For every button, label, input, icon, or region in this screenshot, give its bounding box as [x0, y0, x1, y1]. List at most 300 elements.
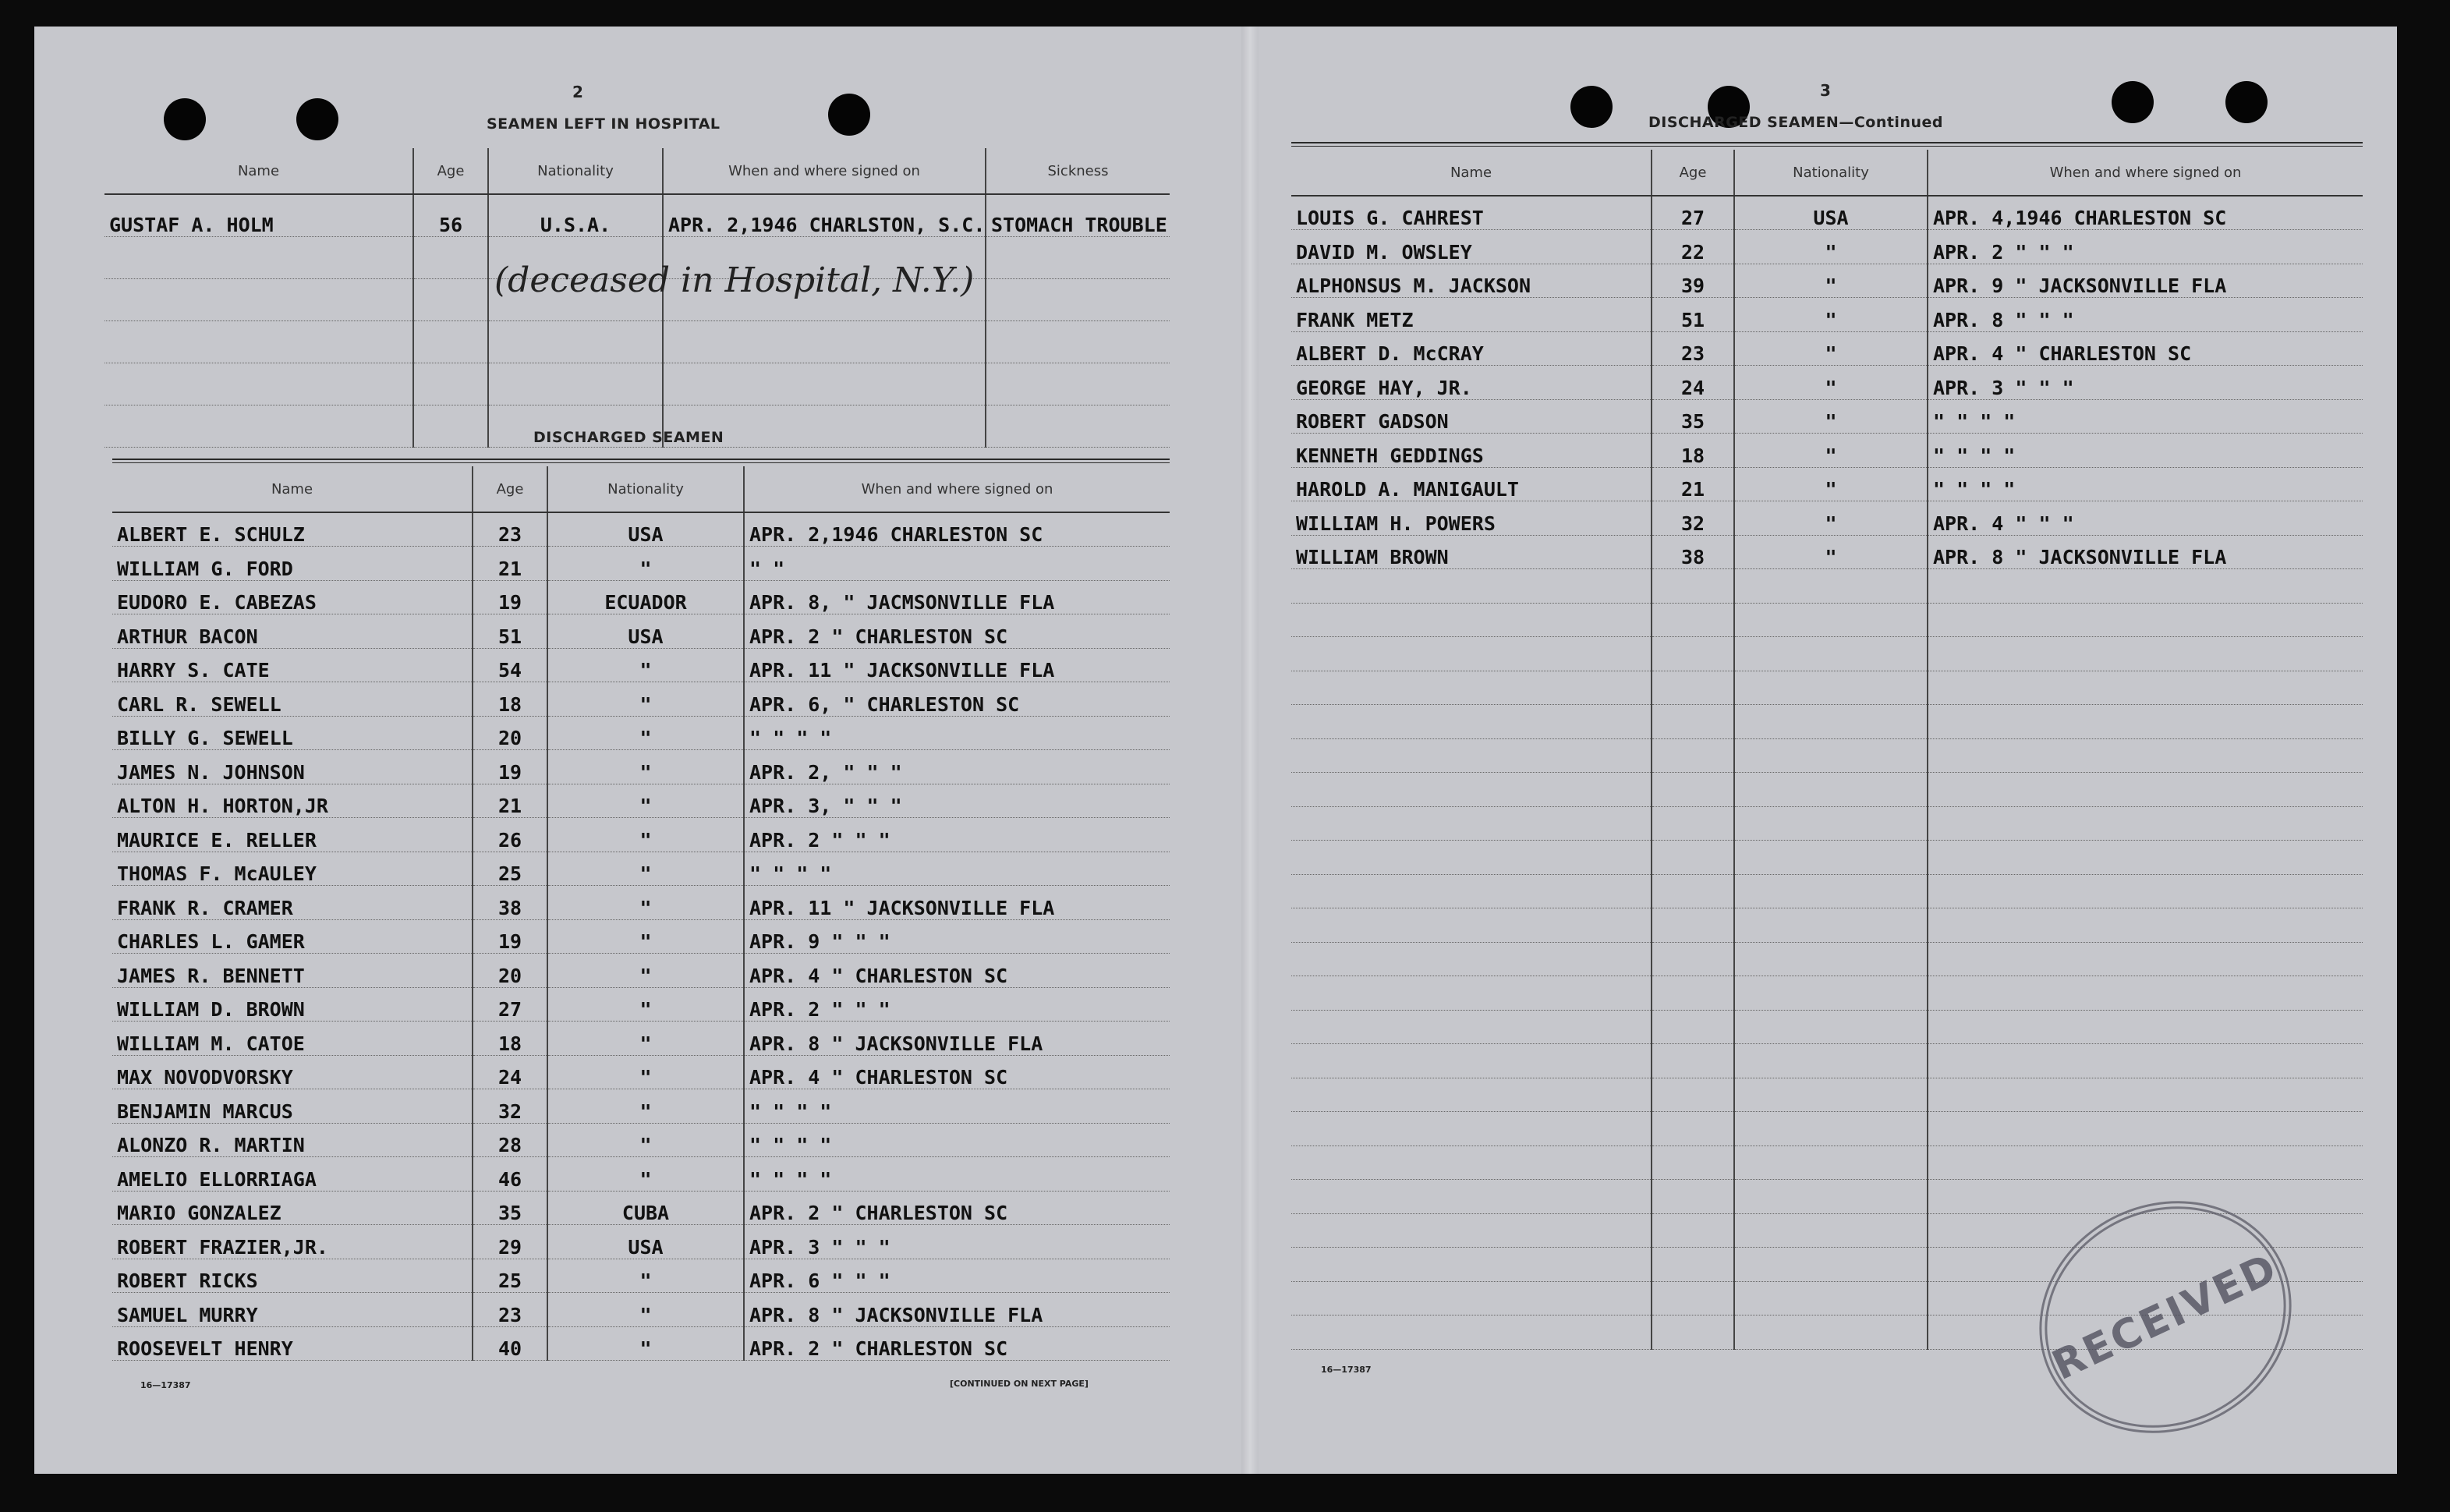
table-row: [1291, 535, 2363, 569]
table-row: [1291, 366, 2363, 400]
table-cell: ": [1734, 366, 1928, 400]
table-cell: 22: [1652, 230, 1734, 264]
table-cell: 35: [473, 1191, 547, 1225]
table-cell: HARRY S. CATE: [112, 648, 473, 682]
table-row: [1291, 399, 2363, 434]
table-cell: 18: [1652, 434, 1734, 468]
table-cell: ALPHONSUS M. JACKSON: [1291, 264, 1652, 298]
table-row: [1291, 637, 2363, 671]
table-cell: [1734, 806, 1928, 841]
table-row: [1291, 434, 2363, 468]
table-cell: [1734, 671, 1928, 705]
table-cell: APR. 4,1946 CHARLESTON SC: [1928, 196, 2363, 230]
table-cell: [986, 320, 1170, 363]
table-row: [1291, 501, 2363, 536]
table-row: [112, 1191, 1170, 1225]
table-cell: ALTON H. HORTON,JR: [112, 784, 473, 818]
table-cell: [1652, 1248, 1734, 1282]
table-row: [112, 1055, 1170, 1089]
table-cell: HAROLD A. MANIGAULT: [1291, 467, 1652, 501]
table-row: [1291, 773, 2363, 807]
table-cell: " " " ": [1928, 467, 2363, 501]
table-row: [112, 1259, 1170, 1293]
table-cell: [1291, 1146, 1652, 1180]
table-cell: WILLIAM BROWN: [1291, 535, 1652, 569]
hospital-section-title: SEAMEN LEFT IN HOSPITAL: [487, 115, 720, 133]
table-cell: APR. 2,1946 CHARLESTON SC: [744, 512, 1170, 547]
table-row: [1291, 1146, 2363, 1180]
table-row: [112, 750, 1170, 784]
table-cell: 21: [473, 784, 547, 818]
table-cell: U.S.A.: [488, 194, 663, 236]
table-cell: [1734, 1213, 1928, 1248]
table-cell: APR. 4 " CHARLESTON SC: [744, 1055, 1170, 1089]
table-cell: MAX NOVODVORSKY: [112, 1055, 473, 1089]
table-cell: [1291, 841, 1652, 875]
table-cell: " ": [744, 547, 1170, 581]
table-cell: " " " ": [1928, 399, 2363, 434]
table-cell: BILLY G. SEWELL: [112, 716, 473, 750]
table-cell: [413, 363, 488, 405]
table-row: [112, 580, 1170, 614]
table-cell: 23: [473, 1293, 547, 1327]
ledger-paper: [34, 27, 2397, 1474]
column-header: Nationality: [547, 466, 744, 512]
table-cell: [1734, 874, 1928, 908]
table-cell: [1652, 1213, 1734, 1248]
table-cell: ": [1734, 399, 1928, 434]
table-row: [1291, 976, 2363, 1011]
table-row: [112, 682, 1170, 717]
table-cell: [1928, 603, 2363, 637]
table-cell: USA: [1734, 196, 1928, 230]
table-row: [112, 614, 1170, 649]
table-cell: [1652, 976, 1734, 1011]
table-cell: ": [547, 682, 744, 717]
table-cell: [1734, 976, 1928, 1011]
table-cell: [663, 363, 986, 405]
table-cell: USA: [547, 512, 744, 547]
table-cell: [986, 236, 1170, 278]
table-cell: ": [1734, 264, 1928, 298]
table-row: [112, 818, 1170, 852]
table-cell: APR. 4 " CHARLESTON SC: [744, 954, 1170, 988]
table-cell: 25: [473, 852, 547, 886]
table-row: [1291, 1078, 2363, 1112]
table-row: [1291, 671, 2363, 705]
table-cell: [1734, 1078, 1928, 1112]
table-cell: ": [547, 1293, 744, 1327]
table-cell: [1734, 1248, 1928, 1282]
column-header: Sickness: [986, 148, 1170, 194]
table-cell: THOMAS F. McAULEY: [112, 852, 473, 886]
table-cell: [1652, 874, 1734, 908]
table-cell: " " " ": [1928, 434, 2363, 468]
table-cell: 21: [1652, 467, 1734, 501]
table-cell: [1291, 874, 1652, 908]
table-cell: ": [547, 716, 744, 750]
table-cell: 38: [1652, 535, 1734, 569]
table-cell: [1928, 671, 2363, 705]
table-cell: GEORGE HAY, JR.: [1291, 366, 1652, 400]
table-cell: WILLIAM D. BROWN: [112, 987, 473, 1022]
table-cell: ROOSEVELT HENRY: [112, 1326, 473, 1361]
table-cell: ": [1734, 230, 1928, 264]
table-cell: [1291, 603, 1652, 637]
table-row: [1291, 264, 2363, 298]
table-cell: JAMES R. BENNETT: [112, 954, 473, 988]
table-cell: [1734, 1315, 1928, 1350]
table-row: [1291, 467, 2363, 501]
table-cell: 19: [473, 919, 547, 954]
table-row: [1291, 569, 2363, 604]
table-cell: [1928, 1146, 2363, 1180]
continued-note: [CONTINUED ON NEXT PAGE]: [950, 1379, 1089, 1389]
continued-section-title: DISCHARGED SEAMEN—Continued: [1648, 114, 1943, 131]
table-cell: [1652, 841, 1734, 875]
table-cell: [1652, 806, 1734, 841]
column-header: Age: [473, 466, 547, 512]
column-header: Nationality: [1734, 150, 1928, 196]
column-header: Nationality: [488, 148, 663, 194]
table-cell: [1291, 908, 1652, 943]
table-cell: 32: [473, 1089, 547, 1124]
table-cell: [1652, 1010, 1734, 1044]
form-number-left: 16—17387: [140, 1380, 191, 1390]
table-cell: 51: [1652, 298, 1734, 332]
table-cell: 28: [473, 1123, 547, 1157]
table-cell: ": [547, 818, 744, 852]
table-row: [112, 716, 1170, 750]
table-cell: " " " ": [744, 1157, 1170, 1192]
table-cell: 23: [473, 512, 547, 547]
table-cell: ": [547, 852, 744, 886]
table-cell: [1734, 569, 1928, 604]
table-cell: [1291, 1044, 1652, 1078]
table-cell: 54: [473, 648, 547, 682]
table-cell: AMELIO ELLORRIAGA: [112, 1157, 473, 1192]
table-row: [112, 512, 1170, 547]
punch-hole: [828, 94, 870, 136]
table-cell: [1652, 773, 1734, 807]
table-cell: ": [547, 919, 744, 954]
table-cell: 26: [473, 818, 547, 852]
table-cell: ": [547, 648, 744, 682]
table-cell: [1734, 1112, 1928, 1146]
table-cell: [1291, 705, 1652, 739]
table-cell: [1291, 738, 1652, 773]
table-cell: GUSTAF A. HOLM: [104, 194, 413, 236]
table-row: [1291, 1010, 2363, 1044]
table-cell: [1291, 1281, 1652, 1315]
table-cell: [1291, 976, 1652, 1011]
table-cell: APR. 8 " JACKSONVILLE FLA: [744, 1022, 1170, 1056]
table-row: [1291, 841, 2363, 875]
table-cell: ": [547, 954, 744, 988]
table-cell: USA: [547, 614, 744, 649]
table-cell: 32: [1652, 501, 1734, 536]
table-cell: APR. 4 " " ": [1928, 501, 2363, 536]
table-row: [112, 1326, 1170, 1361]
discharged-section-title: DISCHARGED SEAMEN: [533, 429, 724, 446]
table-cell: APR. 11 " JACKSONVILLE FLA: [744, 648, 1170, 682]
table-cell: [1652, 569, 1734, 604]
table-cell: [1734, 773, 1928, 807]
table-cell: BENJAMIN MARCUS: [112, 1089, 473, 1124]
column-header: When and where signed on: [1928, 150, 2363, 196]
table-row: [1291, 603, 2363, 637]
table-cell: ": [1734, 535, 1928, 569]
table-cell: [1291, 1112, 1652, 1146]
table-cell: [1734, 1281, 1928, 1315]
table-cell: [1928, 705, 2363, 739]
column-header: Age: [413, 148, 488, 194]
table-cell: ": [1734, 501, 1928, 536]
table-row: [1291, 705, 2363, 739]
table-cell: STOMACH TROUBLE: [986, 194, 1170, 236]
table-cell: [1652, 705, 1734, 739]
table-cell: APR. 2 " " ": [744, 987, 1170, 1022]
table-cell: ": [547, 987, 744, 1022]
table-cell: [1652, 1281, 1734, 1315]
table-cell: APR. 2 " " ": [744, 818, 1170, 852]
table-cell: [986, 405, 1170, 447]
table-cell: [1928, 908, 2363, 943]
table-cell: [1734, 738, 1928, 773]
table-cell: APR. 4 " CHARLESTON SC: [1928, 331, 2363, 366]
table-row: [112, 1293, 1170, 1327]
table-row: [112, 1022, 1170, 1056]
table-cell: [1652, 1146, 1734, 1180]
double-rule: [112, 459, 1170, 463]
table-cell: ALBERT E. SCHULZ: [112, 512, 473, 547]
table-row: [112, 1225, 1170, 1259]
table-cell: APR. 6 " " ": [744, 1259, 1170, 1293]
table-cell: [1928, 806, 2363, 841]
table-cell: [1734, 942, 1928, 976]
table-cell: [413, 236, 488, 278]
table-cell: [1652, 738, 1734, 773]
table-row: [112, 547, 1170, 581]
table-cell: [1928, 637, 2363, 671]
table-cell: [413, 320, 488, 363]
table-cell: ": [547, 1326, 744, 1361]
table-cell: CARL R. SEWELL: [112, 682, 473, 717]
table-cell: JAMES N. JOHNSON: [112, 750, 473, 784]
table-cell: ROBERT RICKS: [112, 1259, 473, 1293]
table-cell: LOUIS G. CAHREST: [1291, 196, 1652, 230]
table-cell: [1652, 1044, 1734, 1078]
received-stamp: RECEIVED: [2001, 1160, 2330, 1474]
table-cell: ": [1734, 298, 1928, 332]
table-row: [112, 886, 1170, 920]
table-cell: APR. 3 " " ": [1928, 366, 2363, 400]
table-row: [1291, 806, 2363, 841]
table-cell: APR. 2 " CHARLESTON SC: [744, 1326, 1170, 1361]
table-cell: ROBERT GADSON: [1291, 399, 1652, 434]
table-row: [1291, 230, 2363, 264]
table-cell: 18: [473, 682, 547, 717]
table-cell: [1291, 1315, 1652, 1350]
table-cell: [1291, 773, 1652, 807]
punch-hole: [2112, 81, 2154, 123]
table-cell: APR. 2,1946 CHARLSTON, S.C.: [663, 194, 986, 236]
table-cell: [1652, 908, 1734, 943]
table-row: [112, 784, 1170, 818]
table-row: [1291, 942, 2363, 976]
table-row: [104, 194, 1170, 236]
table-cell: APR. 8 " JACKSONVILLE FLA: [1928, 535, 2363, 569]
table-cell: APR. 9 " " ": [744, 919, 1170, 954]
table-cell: APR. 2, " " ": [744, 750, 1170, 784]
table-cell: [1734, 637, 1928, 671]
table-cell: [1734, 908, 1928, 943]
table-cell: [1928, 738, 2363, 773]
table-cell: 56: [413, 194, 488, 236]
table-cell: ": [547, 784, 744, 818]
punch-hole: [2225, 81, 2268, 123]
table-cell: 23: [1652, 331, 1734, 366]
table-cell: [1291, 1180, 1652, 1214]
table-row: [112, 1089, 1170, 1124]
table-cell: [413, 405, 488, 447]
table-cell: [1291, 1248, 1652, 1282]
table-cell: [1652, 1315, 1734, 1350]
punch-hole: [296, 98, 338, 140]
table-cell: [1291, 1213, 1652, 1248]
table-row: [1291, 331, 2363, 366]
table-row: [1291, 738, 2363, 773]
table-cell: [104, 278, 413, 320]
punch-hole: [1570, 86, 1613, 128]
table-row: [104, 320, 1170, 363]
table-cell: EUDORO E. CABEZAS: [112, 580, 473, 614]
table-cell: [104, 405, 413, 447]
table-cell: ": [547, 1089, 744, 1124]
table-cell: KENNETH GEDDINGS: [1291, 434, 1652, 468]
column-header: Name: [104, 148, 413, 194]
table-cell: 20: [473, 716, 547, 750]
continued-table: [1291, 150, 2363, 1350]
table-cell: 21: [473, 547, 547, 581]
page-number-left: 2: [572, 83, 583, 101]
table-cell: DAVID M. OWSLEY: [1291, 230, 1652, 264]
table-cell: 39: [1652, 264, 1734, 298]
table-cell: [1734, 603, 1928, 637]
table-row: [112, 987, 1170, 1022]
table-cell: ": [547, 1123, 744, 1157]
table-cell: ARTHUR BACON: [112, 614, 473, 649]
table-row: [112, 1123, 1170, 1157]
table-cell: ALBERT D. McCRAY: [1291, 331, 1652, 366]
table-cell: [1652, 1112, 1734, 1146]
table-cell: [488, 320, 663, 363]
table-cell: [1734, 1180, 1928, 1214]
table-cell: [1652, 603, 1734, 637]
table-cell: [1734, 1010, 1928, 1044]
discharged-table: [112, 466, 1170, 1361]
table-cell: ": [547, 1055, 744, 1089]
table-cell: [1291, 806, 1652, 841]
column-header: When and where signed on: [663, 148, 986, 194]
table-cell: FRANK R. CRAMER: [112, 886, 473, 920]
table-cell: [1928, 1010, 2363, 1044]
table-cell: ECUADOR: [547, 580, 744, 614]
column-header: Name: [1291, 150, 1652, 196]
table-cell: [986, 363, 1170, 405]
table-row: [112, 954, 1170, 988]
column-header: Name: [112, 466, 473, 512]
table-cell: [1291, 1078, 1652, 1112]
column-header: Age: [1652, 150, 1734, 196]
table-row: [112, 648, 1170, 682]
table-cell: 20: [473, 954, 547, 988]
table-cell: 19: [473, 750, 547, 784]
table-cell: [1734, 705, 1928, 739]
table-cell: 24: [1652, 366, 1734, 400]
table-cell: CHARLES L. GAMER: [112, 919, 473, 954]
table-row: [1291, 908, 2363, 943]
table-cell: APR. 8, " JACMSONVILLE FLA: [744, 580, 1170, 614]
table-cell: APR. 8 " " ": [1928, 298, 2363, 332]
table-cell: ": [547, 886, 744, 920]
table-row: [112, 852, 1170, 886]
table-cell: CUBA: [547, 1191, 744, 1225]
table-cell: APR. 2 " " ": [1928, 230, 2363, 264]
table-cell: [1928, 773, 2363, 807]
page-fold: [1241, 27, 1259, 1474]
table-cell: [1734, 1044, 1928, 1078]
table-cell: " " " ": [744, 716, 1170, 750]
table-cell: APR. 6, " CHARLESTON SC: [744, 682, 1170, 717]
table-cell: [1928, 1112, 2363, 1146]
table-row: [1291, 874, 2363, 908]
table-cell: 27: [473, 987, 547, 1022]
table-cell: [104, 363, 413, 405]
table-cell: APR. 2 " CHARLESTON SC: [744, 614, 1170, 649]
table-cell: [1291, 569, 1652, 604]
table-cell: 35: [1652, 399, 1734, 434]
table-cell: 25: [473, 1259, 547, 1293]
table-cell: ": [547, 1259, 744, 1293]
table-cell: ": [547, 547, 744, 581]
table-cell: [1291, 671, 1652, 705]
table-row: [104, 363, 1170, 405]
page-number-right: 3: [1820, 81, 1831, 100]
table-row: [1291, 196, 2363, 230]
table-cell: 18: [473, 1022, 547, 1056]
table-cell: APR. 8 " JACKSONVILLE FLA: [744, 1293, 1170, 1327]
table-cell: 38: [473, 886, 547, 920]
table-cell: 46: [473, 1157, 547, 1192]
table-cell: [1652, 671, 1734, 705]
table-row: [112, 919, 1170, 954]
handwritten-note: (deceased in Hospital, N.Y.): [494, 260, 975, 300]
table-row: [1291, 298, 2363, 332]
form-number-right: 16—17387: [1321, 1365, 1372, 1375]
table-cell: [1734, 1146, 1928, 1180]
column-header: When and where signed on: [744, 466, 1170, 512]
table-cell: " " " ": [744, 852, 1170, 886]
table-cell: MARIO GONZALEZ: [112, 1191, 473, 1225]
table-cell: 40: [473, 1326, 547, 1361]
table-cell: FRANK METZ: [1291, 298, 1652, 332]
table-cell: [104, 236, 413, 278]
table-cell: 27: [1652, 196, 1734, 230]
table-cell: ": [1734, 434, 1928, 468]
table-cell: [1291, 637, 1652, 671]
table-cell: " " " ": [744, 1123, 1170, 1157]
